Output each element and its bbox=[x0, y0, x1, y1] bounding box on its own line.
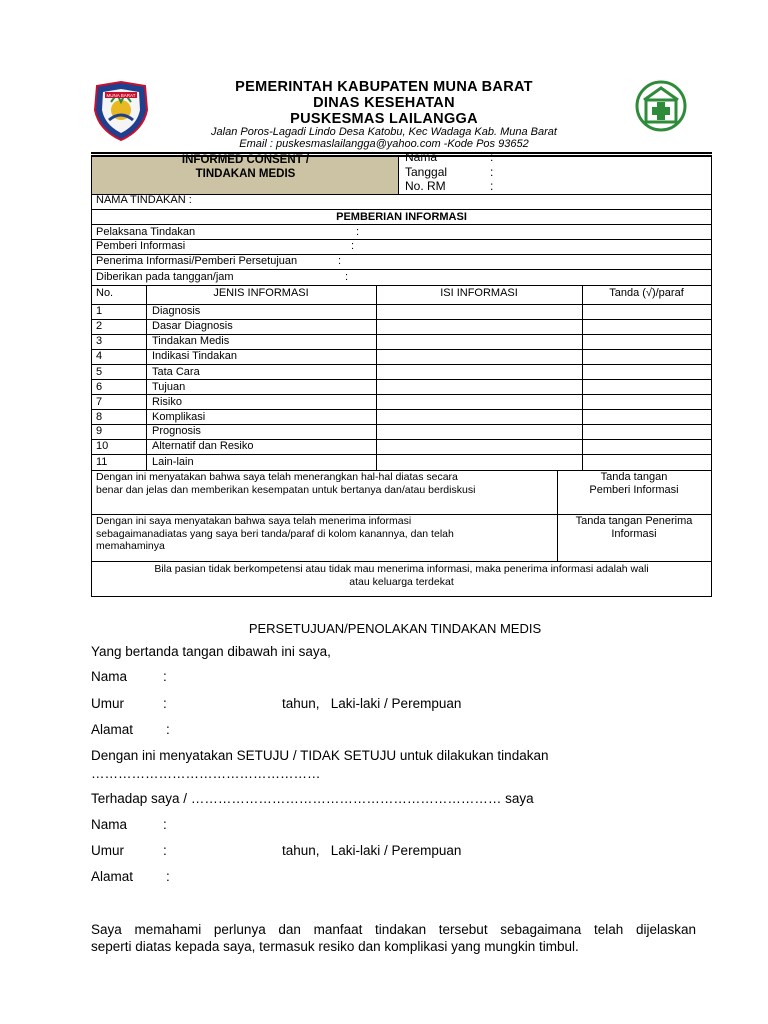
item-name: Komplikasi bbox=[152, 411, 206, 423]
item-no: 10 bbox=[96, 440, 109, 452]
sign-giver-box: Tanda tangan Pemberi Informasi bbox=[589, 471, 679, 496]
header-department: DINAS KESEHATAN bbox=[313, 95, 455, 111]
statement-giver: Dengan ini menyatakan bahwa saya telah menerangkan hal-hal diatas secara benar dan jelas dan memberikan kesempatan untuk bertanya dan/atau berdiskusi bbox=[96, 471, 476, 496]
item-name: Alternatif dan Resiko bbox=[152, 440, 254, 452]
nama-tindakan-label: NAMA TINDAKAN : bbox=[96, 194, 192, 206]
item-name: Risiko bbox=[152, 396, 182, 408]
id-field-tanggal-label: Tanggal bbox=[405, 165, 448, 179]
item-name: Dasar Diagnosis bbox=[152, 320, 233, 332]
tindakan-dots: …………………………………………… bbox=[91, 766, 321, 781]
item-name: Indikasi Tindakan bbox=[152, 350, 237, 362]
item-name: Tujuan bbox=[152, 381, 186, 393]
row-divider bbox=[92, 454, 711, 455]
info-penerima-colon: : bbox=[338, 255, 342, 267]
col-divider bbox=[582, 285, 583, 470]
col-divider bbox=[146, 285, 147, 470]
row-divider bbox=[92, 364, 711, 365]
form-title bbox=[92, 153, 399, 181]
statement-receiver: Dengan ini saya menyatakan bahwa saya telah menerima informasi sebagaimanadiatas yang saya beri tanda/paraf di kolom kanannya, dan telah memahaminya bbox=[96, 515, 454, 552]
consent-title: PERSETUJUAN/PENOLAKAN TINDAKAN MEDIS bbox=[248, 621, 542, 636]
terhadap-line: Terhadap saya / …………………………………………………………… saya bbox=[91, 791, 534, 806]
item-no: 5 bbox=[96, 366, 103, 378]
item-name: Prognosis bbox=[152, 425, 201, 437]
closing-line1: Saya memahami perlunya dan manfaat tindakan tersebut sebagaimana telah dijelaskan bbox=[91, 922, 696, 937]
info-penerima-label: Penerima Informasi/Pemberi Persetujuan bbox=[96, 255, 298, 267]
item-no: 4 bbox=[96, 350, 103, 362]
info-pemberi-colon: : bbox=[351, 240, 355, 252]
id-field-nama-label: Nama bbox=[405, 150, 438, 164]
id-field-norm-colon: : bbox=[490, 179, 494, 193]
guardian-note: Bila pasian tidak berkompetensi atau tidak mau menerima informasi, maka penerima informasi adalah wali atau keluarga terdekat bbox=[154, 563, 649, 588]
nama-label: Nama bbox=[91, 669, 128, 684]
item-no: 1 bbox=[96, 305, 103, 317]
nama-colon: : bbox=[163, 669, 167, 684]
alamat2-colon: : bbox=[166, 869, 170, 884]
info-diberikan-label: Diberikan pada tanggan/jam bbox=[96, 271, 234, 283]
col-header-tanda: Tanda (√)/paraf bbox=[609, 287, 684, 299]
umur-label: Umur bbox=[91, 696, 124, 711]
item-name: Tindakan Medis bbox=[152, 335, 230, 347]
item-name: Lain-lain bbox=[152, 456, 194, 468]
logo-text: MUNA BARAT bbox=[106, 93, 136, 98]
row-divider bbox=[92, 285, 711, 286]
row-divider bbox=[92, 209, 711, 210]
consent-statement: Dengan ini menyatakan SETUJU / TIDAK SETUJU untuk dilakukan tindakan bbox=[91, 748, 549, 763]
form-title-line1: INFORMED CONSENT / bbox=[181, 154, 310, 166]
section-title: PEMBERIAN INFORMASI bbox=[336, 211, 467, 223]
row-divider bbox=[92, 409, 711, 410]
item-name: Tata Cara bbox=[152, 366, 200, 378]
item-no: 3 bbox=[96, 335, 103, 347]
id-field-nama-colon: : bbox=[490, 150, 494, 164]
item-no: 9 bbox=[96, 425, 103, 437]
header-address: Jalan Poros-Lagadi Lindo Desa Katobu, Kec Wadaga Kab. Muna Barat bbox=[211, 126, 557, 138]
row-divider bbox=[92, 269, 711, 270]
info-pelaksana-colon: : bbox=[356, 226, 360, 238]
item-no: 6 bbox=[96, 381, 103, 393]
header-government: PEMERINTAH KABUPATEN MUNA BARAT bbox=[235, 79, 533, 95]
col-header-isi: ISI INFORMASI bbox=[440, 287, 518, 299]
umur2-colon: : bbox=[163, 843, 167, 858]
col-header-no: No. bbox=[96, 287, 114, 299]
header-contact: Email : puskesmaslailangga@yahoo.com -Kode Pos 93652 bbox=[239, 138, 529, 150]
form-title-line2: TINDAKAN MEDIS bbox=[195, 168, 296, 180]
nama2-colon: : bbox=[163, 817, 167, 832]
item-no: 8 bbox=[96, 411, 103, 423]
id-field-tanggal-colon: : bbox=[490, 165, 494, 179]
closing-line2: seperti diatas kepada saya, termasuk resiko dan komplikasi yang mungkin timbul. bbox=[91, 939, 579, 954]
sign-receiver-box: Tanda tangan Penerima Informasi bbox=[575, 515, 693, 540]
row-divider bbox=[92, 561, 711, 562]
item-no: 7 bbox=[96, 396, 103, 408]
col-header-jenis: JENIS INFORMASI bbox=[213, 287, 309, 299]
info-pemberi-label: Pemberi Informasi bbox=[96, 240, 186, 252]
alamat2-label: Alamat bbox=[91, 869, 134, 884]
consent-intro: Yang bertanda tangan dibawah ini saya, bbox=[91, 644, 331, 659]
header-puskesmas: PUSKESMAS LAILANGGA bbox=[290, 111, 478, 127]
row-divider bbox=[92, 224, 711, 225]
tahun-gender-2: tahun, Laki-laki / Perempuan bbox=[282, 843, 462, 858]
row-divider bbox=[92, 394, 711, 395]
item-no: 11 bbox=[96, 456, 108, 468]
alamat-label: Alamat bbox=[91, 722, 134, 737]
col-divider bbox=[376, 285, 377, 470]
alamat-colon: : bbox=[166, 722, 170, 737]
info-diberikan-colon: : bbox=[345, 271, 349, 283]
item-no: 2 bbox=[96, 320, 103, 332]
id-field-norm-label: No. RM bbox=[405, 179, 446, 193]
nama2-label: Nama bbox=[91, 817, 128, 832]
umur2-label: Umur bbox=[91, 843, 124, 858]
item-name: Diagnosis bbox=[152, 305, 201, 317]
umur-colon: : bbox=[163, 696, 167, 711]
row-divider bbox=[92, 379, 711, 380]
tahun-gender: tahun, Laki-laki / Perempuan bbox=[282, 696, 462, 711]
info-pelaksana-label: Pelaksana Tindakan bbox=[96, 226, 196, 238]
